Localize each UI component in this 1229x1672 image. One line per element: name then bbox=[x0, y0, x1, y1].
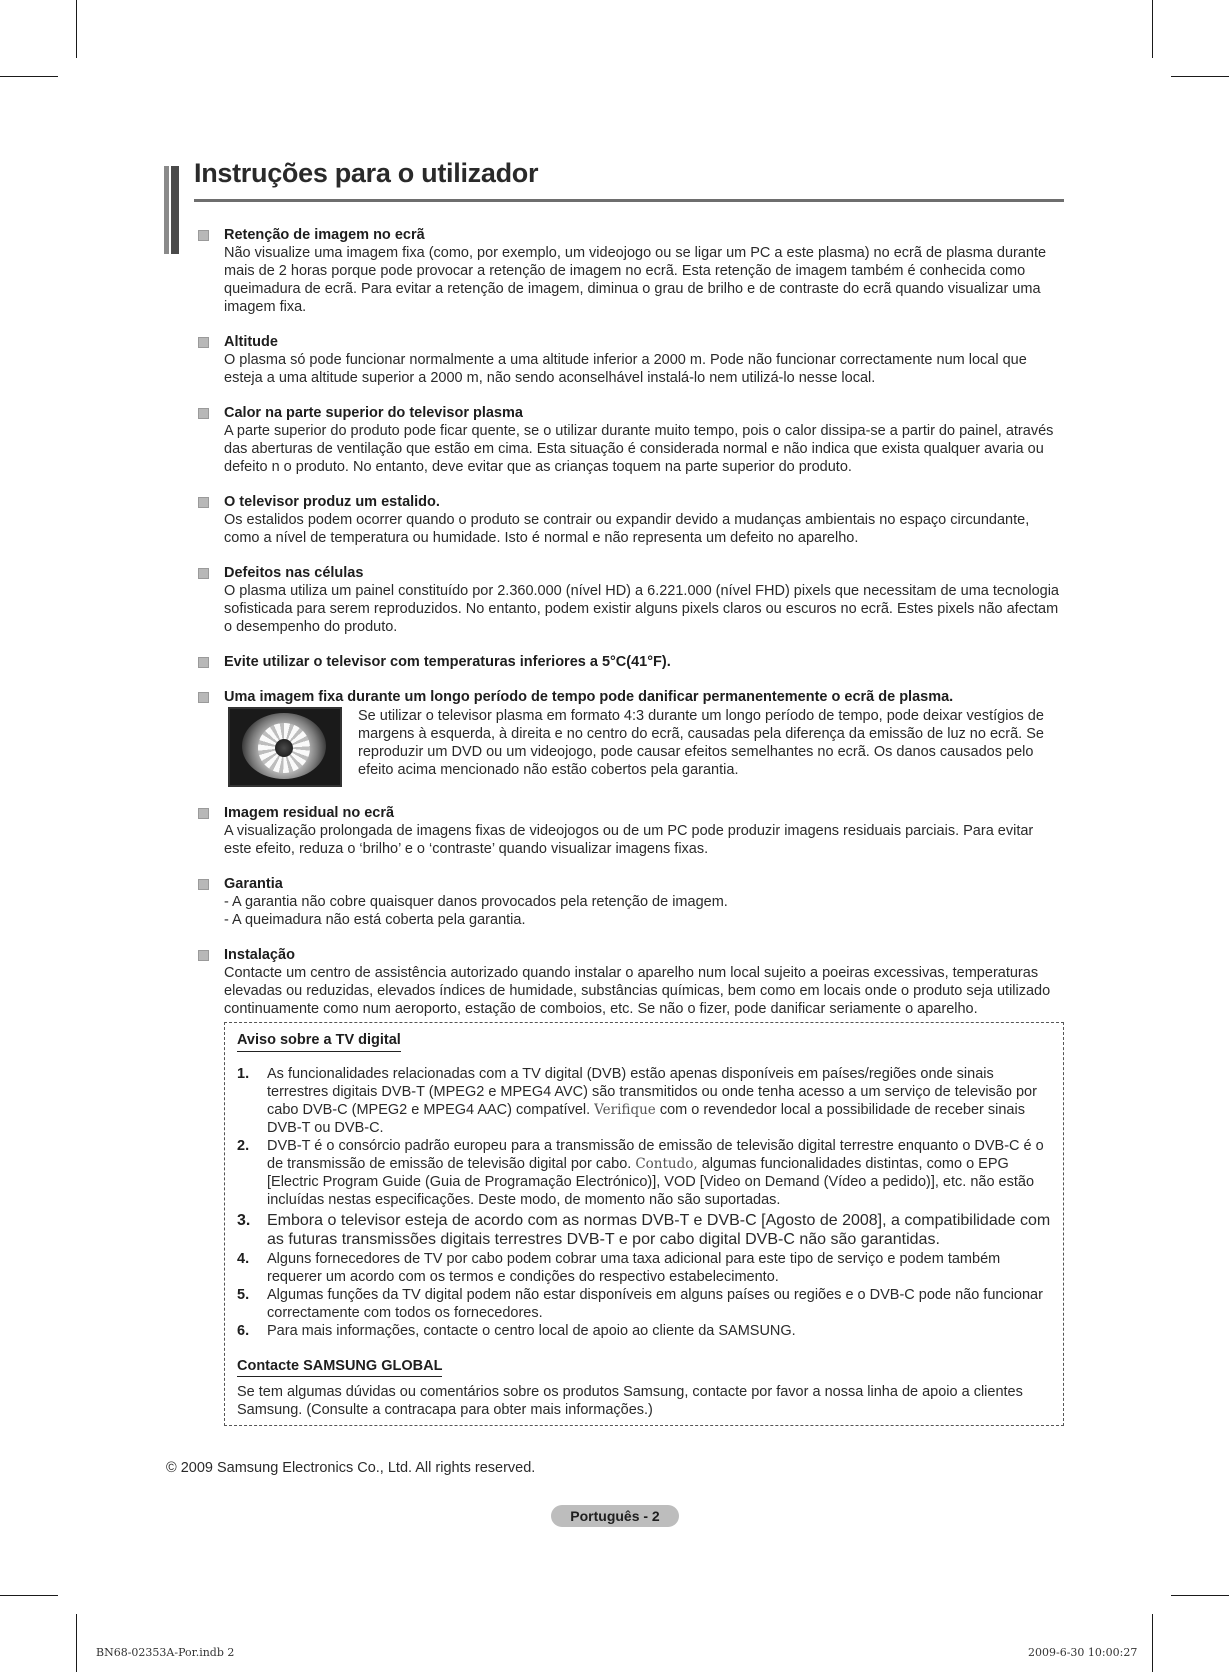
item-text: As funcionalidades relacionadas com a TV digital (DVB) estão apenas disponíveis em países/regiões onde sinais terrestres digitais DVB-T (MPEG2 e MPEG4 AVC) são transmitidos ou onde tenha acesso a um serviço de televisão por cabo DVB-C (MPEG2 e MPEG4 AAC) compatível. bbox=[267, 1066, 1037, 1118]
square-bullet-icon bbox=[198, 950, 209, 961]
section-body: O plasma utiliza um painel constituído por 2.360.000 (nível HD) a 6.221.000 (nível FHD) pixels que necessitam de uma tecnologia sofisticada para serem reproduzidos. No entanto, podem existir alguns pixels claros ou escuros no ecrã. Estes pixels não afectam o desempenho do produto. bbox=[224, 583, 1059, 635]
section-title: Retenção de imagem no ecrã bbox=[224, 227, 425, 243]
title-rule bbox=[194, 199, 1064, 202]
section-title: Defeitos nas células bbox=[224, 565, 364, 581]
crop-mark bbox=[1152, 1614, 1153, 1672]
warranty-line: - A queimadura não está coberta pela garantia. bbox=[224, 912, 526, 928]
section-title: Calor na parte superior do televisor plasma bbox=[224, 405, 523, 421]
section-title: Garantia bbox=[224, 876, 283, 892]
section-installation bbox=[194, 946, 1064, 1018]
page-number-badge: Português - 2 bbox=[551, 1505, 679, 1527]
section-warranty bbox=[194, 875, 1064, 929]
square-bullet-icon bbox=[198, 337, 209, 348]
section-body: Não visualize uma imagem fixa (como, por exemplo, um videojogo ou se ligar um PC a este plasma) no ecrã de plasma durante mais de 2 horas porque pode provocar a retenção de imagem no ecrã. Esta retenção de imagem também é conhecida como queimadura de ecrã. Para evitar a retenção de imagem, diminua o grau de brilho e de contraste do ecrã quando visualizar uma imagem fixa. bbox=[224, 245, 1047, 315]
section-body: Os estalidos podem ocorrer quando o produto se contrair ou expandir devido a mudanças ambientais no espaço circundante, como a nível de temperatura ou humidade. Isto é normal e não representa um defeito no aparelho. bbox=[224, 512, 1030, 546]
print-timestamp: 2009-6-30 10:00:27 bbox=[1028, 1646, 1138, 1659]
section-body: A parte superior do produto pode ficar quente, se o utilizar durante muito tempo, pois o calor dissipa-se a partir do painel, através das aberturas de ventilação que estão em cima. Esta situação é considerada normal e não indica que exista qualquer avaria ou defeito n o produto. No entanto, deve evitar que as crianças toquem na parte superior do produto. bbox=[224, 423, 1054, 475]
notice-item bbox=[237, 1286, 1057, 1322]
square-bullet-icon bbox=[198, 230, 209, 241]
crop-mark bbox=[1171, 76, 1229, 77]
image-row bbox=[224, 707, 1064, 787]
crop-mark bbox=[1171, 1595, 1229, 1596]
section-cell-defects bbox=[194, 564, 1064, 636]
section-body: Contacte um centro de assistência autorizado quando instalar o aparelho num local sujeito a poeiras excessivas, temperaturas elevadas ou reduzidas, elevados índices de humidade, substâncias químicas, bem como em locais onde o produto seja utilizado continuamente como num aeroporto, estação de comboios, etc. Se não o fizer, pode danificar seriamente o aparelho. bbox=[224, 965, 1051, 1017]
item-number: 4. bbox=[237, 1251, 250, 1267]
section-title: Imagem residual no ecrã bbox=[224, 805, 395, 821]
notice-list bbox=[237, 1065, 1057, 1340]
item-text: Algumas funções da TV digital podem não estar disponíveis em alguns países ou regiões e o DVB-C pode não funcionar correctamente com todos os fornecedores. bbox=[267, 1287, 1043, 1321]
item-text-mono: Verifique bbox=[594, 1102, 656, 1118]
header-accent-bar bbox=[164, 166, 169, 254]
section-body: O plasma só pode funcionar normalmente a uma altitude inferior a 2000 m. Pode não funcionar correctamente num local que esteja a uma altitude superior a 2000 m, não sendo aconselhável instalá-lo nem utilizá-lo nesse local. bbox=[224, 352, 1027, 386]
section-image-retention bbox=[194, 226, 1064, 316]
section-cracking-sound bbox=[194, 493, 1064, 547]
section-title: Evite utilizar o televisor com temperaturas inferiores a 5°C(41°F). bbox=[224, 654, 671, 670]
item-text: com o revendedor local a possibilidade de receber sinais DVB-T ou DVB-C. bbox=[267, 1102, 1025, 1136]
item-number: 2. bbox=[237, 1138, 250, 1154]
contact-text: Se tem algumas dúvidas ou comentários sobre os produtos Samsung, contacte por favor a nossa linha de apoio a clientes Samsung. (Consulte a contracapa para obter mais informações.) bbox=[237, 1384, 1023, 1418]
section-still-image-damage bbox=[194, 688, 1064, 787]
notice-item bbox=[237, 1322, 1057, 1340]
item-number: 3. bbox=[237, 1212, 251, 1229]
square-bullet-icon bbox=[198, 879, 209, 890]
section-body: A visualização prolongada de imagens fixas de videojogos ou de um PC pode produzir imagens residuais parciais. Para evitar este efeito, reduza o ‘brilho’ e o ‘contraste’ quando visualizar imagens fixas. bbox=[224, 823, 1034, 857]
notice-title: Aviso sobre a TV digital bbox=[237, 1032, 401, 1052]
item-text: Alguns fornecedores de TV por cabo podem cobrar uma taxa adicional para este tipo de serviço e podem também requerer um acordo com os termos e condições do respectivo estabelecimento. bbox=[267, 1251, 1001, 1285]
instructions-list bbox=[194, 226, 1064, 1035]
digital-tv-notice-box bbox=[224, 1022, 1064, 1426]
header-accent-bar bbox=[171, 166, 179, 254]
warranty-line: - A garantia não cobre quaisquer danos provocados pela retenção de imagem. bbox=[224, 894, 728, 910]
section-title: Instalação bbox=[224, 947, 295, 963]
square-bullet-icon bbox=[198, 497, 209, 508]
contact-title: Contacte SAMSUNG GLOBAL bbox=[237, 1358, 442, 1377]
item-text: Embora o televisor esteja de acordo com as normas DVB-T e DVB-C [Agosto de 2008], a compatibilidade com as futuras transmissões digitais terrestres DVB-T e por cabo digital DVB-C não são garantidas. bbox=[267, 1212, 1051, 1248]
section-body: Se utilizar o televisor plasma em formato 4:3 durante um longo período de tempo, pode deixar vestígios de margens à esquerda, à direita e no centro do ecrã, causadas pela diferença da emissão de luz no ecrã. Se reproduzir um DVD ou um videojogo, pode causar efeitos semelhantes no ecrã. Os danos causados pelo efeito acima mencionado não estão cobertos pela garantia. bbox=[358, 708, 1044, 778]
flower-screen-thumbnail bbox=[228, 707, 342, 787]
section-altitude bbox=[194, 333, 1064, 387]
crop-mark bbox=[0, 76, 58, 77]
notice-item bbox=[237, 1211, 1057, 1249]
item-number: 5. bbox=[237, 1287, 250, 1303]
section-residual-image bbox=[194, 804, 1064, 858]
square-bullet-icon bbox=[198, 808, 209, 819]
crop-mark bbox=[0, 1595, 58, 1596]
copyright: © 2009 Samsung Electronics Co., Ltd. All rights reserved. bbox=[166, 1460, 536, 1476]
crop-mark bbox=[76, 0, 77, 58]
notice-item bbox=[237, 1250, 1057, 1286]
notice-item bbox=[237, 1137, 1057, 1209]
item-text: Para mais informações, contacte o centro local de apoio ao cliente da SAMSUNG. bbox=[267, 1323, 796, 1339]
item-text: algumas funcionalidades distintas, como o EPG [Electric Program Guide (Guia de Programação Electrónico)], VOD [Video on Demand (Vídeo a pedido)], etc. não estão incluídas nestas especificações. Deste modo, de momento não são suportadas. bbox=[267, 1156, 1035, 1208]
item-number: 6. bbox=[237, 1323, 250, 1339]
item-text-mono: Contudo, bbox=[635, 1156, 698, 1172]
section-heat bbox=[194, 404, 1064, 476]
section-title: Uma imagem fixa durante um longo período de tempo pode danificar permanentemente o ecrã de plasma. bbox=[224, 689, 954, 705]
square-bullet-icon bbox=[198, 657, 209, 668]
print-file-label: BN68-02353A-Por.indb 2 bbox=[96, 1646, 235, 1659]
page-title: Instruções para o utilizador bbox=[194, 158, 539, 188]
item-number: 1. bbox=[237, 1066, 250, 1082]
section-title: Altitude bbox=[224, 334, 278, 350]
square-bullet-icon bbox=[198, 692, 209, 703]
square-bullet-icon bbox=[198, 568, 209, 579]
square-bullet-icon bbox=[198, 408, 209, 419]
section-low-temperature bbox=[194, 653, 1064, 671]
crop-mark bbox=[76, 1614, 77, 1672]
section-body bbox=[224, 893, 1064, 929]
crop-mark bbox=[1152, 0, 1153, 58]
section-title: O televisor produz um estalido. bbox=[224, 494, 440, 510]
notice-item bbox=[237, 1065, 1057, 1137]
item-text: DVB-T é o consórcio padrão europeu para a transmissão de emissão de televisão digital terrestre enquanto o DVB-C é o de transmissão de emissão de televisão digital por cabo. bbox=[267, 1138, 1044, 1172]
